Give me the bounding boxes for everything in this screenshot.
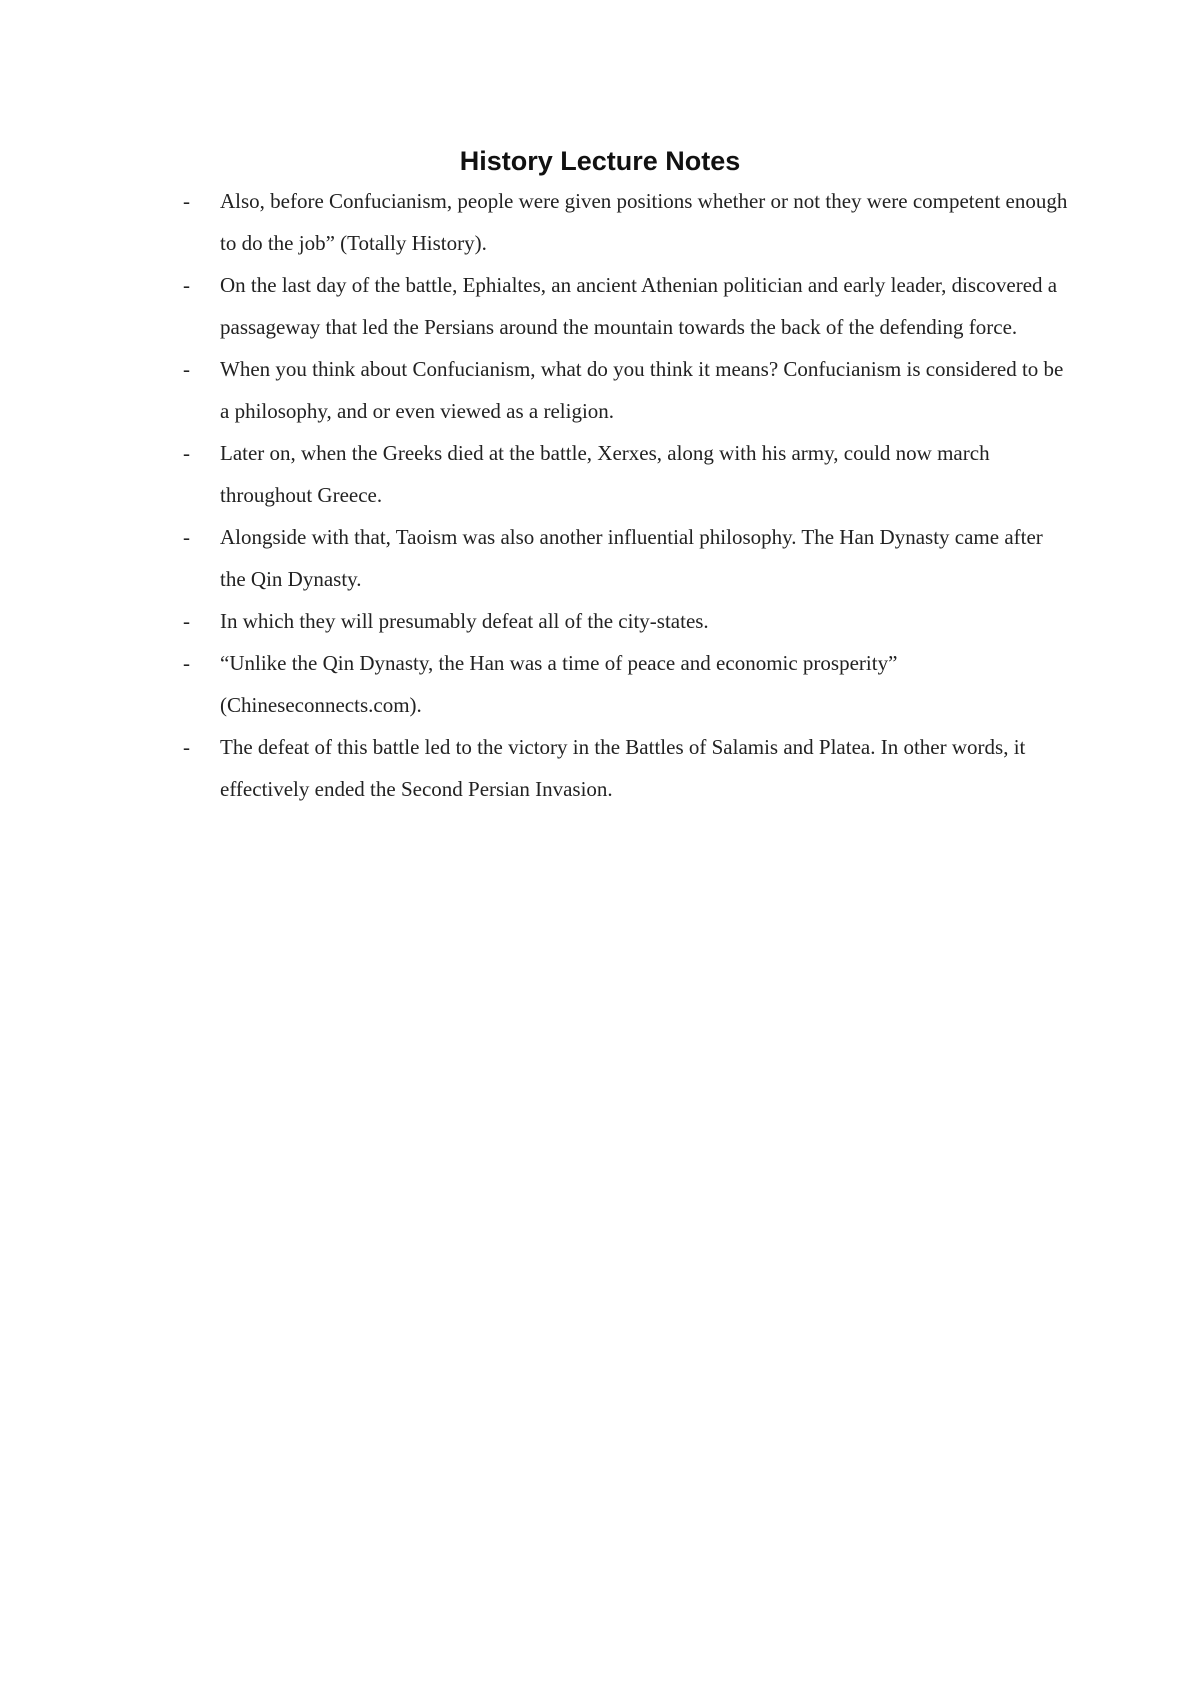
list-item [183, 600, 1073, 642]
list-item [183, 180, 1073, 264]
note-text: Later on, when the Greeks died at the battle, Xerxes, along with his army, could now march throughout Greece. [220, 441, 990, 507]
note-text: On the last day of the battle, Ephialtes, an ancient Athenian politician and early leader, discovered a passageway that led the Persians around the mountain towards the back of the defending force. [220, 273, 1058, 339]
note-text: “Unlike the Qin Dynasty, the Han was a time of peace and economic prosperity” (Chineseconnects.com). [220, 651, 898, 717]
bullet-dash: - [183, 189, 190, 213]
bullet-dash: - [183, 735, 190, 759]
bullet-dash: - [183, 441, 190, 465]
document-title: History Lecture Notes [459, 146, 741, 176]
note-text: Alongside with that, Taoism was also another influential philosophy. The Han Dynasty came after the Qin Dynasty. [220, 525, 1043, 591]
list-item [183, 348, 1073, 432]
list-item [183, 642, 1073, 726]
bullet-dash: - [183, 357, 190, 381]
list-item [183, 726, 1073, 810]
list-item [183, 432, 1073, 516]
note-text: In which they will presumably defeat all of the city-states. [220, 609, 709, 633]
bullet-dash: - [183, 651, 190, 675]
note-text: When you think about Confucianism, what do you think it means? Confucianism is considered to be a philosophy, and or even viewed as a religion. [220, 357, 1064, 423]
list-item [183, 516, 1073, 600]
list-item [183, 264, 1073, 348]
bullet-dash: - [183, 273, 190, 297]
note-text: Also, before Confucianism, people were given positions whether or not they were competent enough to do the job” (Totally History). [220, 189, 1068, 255]
notes-list [183, 180, 1073, 810]
bullet-dash: - [183, 609, 190, 633]
note-text: The defeat of this battle led to the victory in the Battles of Salamis and Platea. In other words, it effectively ended the Second Persian Invasion. [220, 735, 1026, 801]
bullet-dash: - [183, 525, 190, 549]
